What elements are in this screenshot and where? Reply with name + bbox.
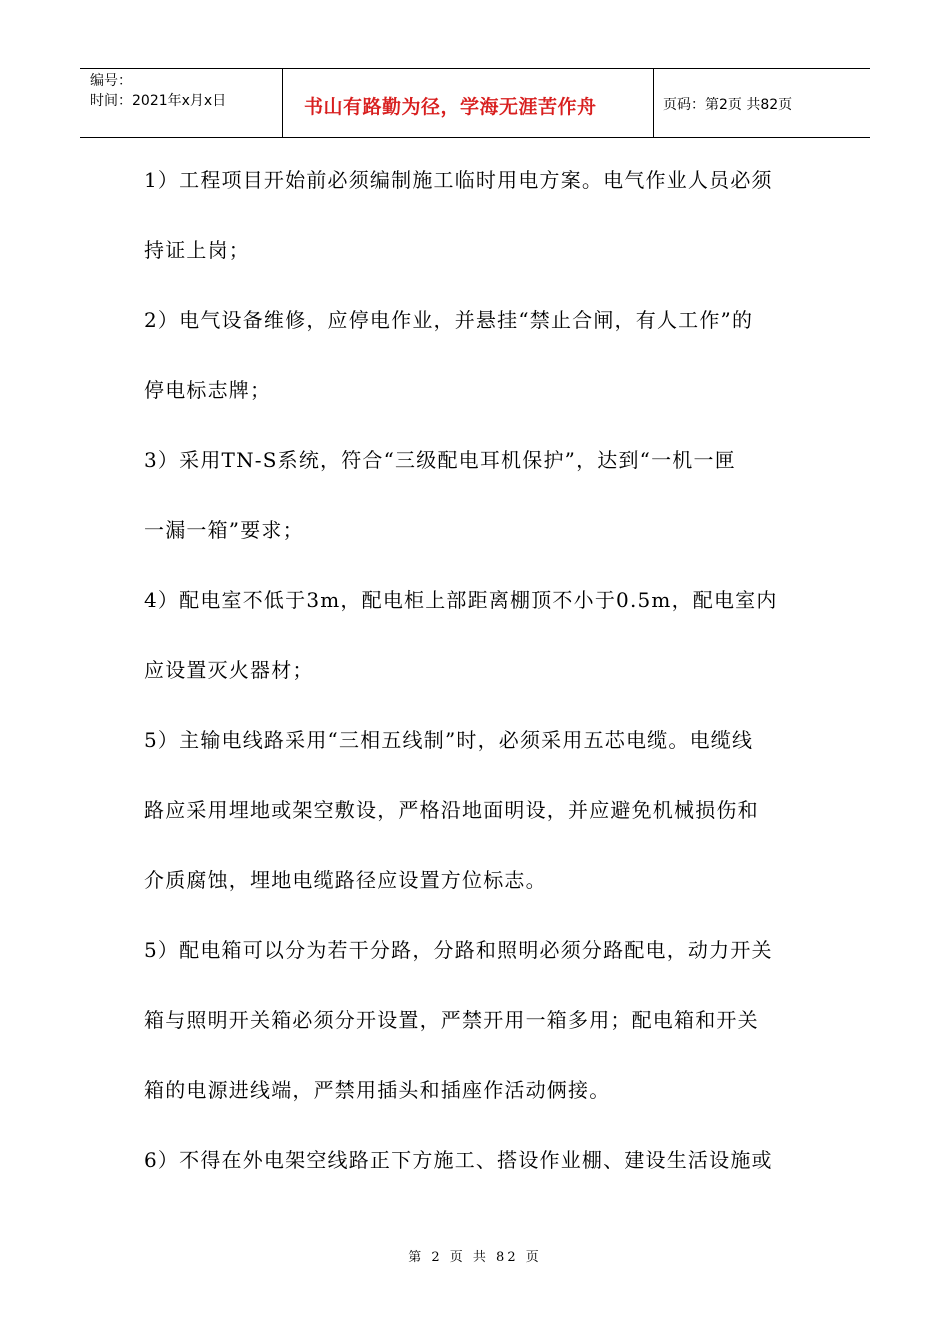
date-label: 时间：2021年x月x日 xyxy=(90,93,227,109)
body-line-14: 箱的电源进线端，严禁用插头和插座作活动俩接。 xyxy=(144,1078,611,1102)
body-line-9: 5）主输电线路采用“三相五线制”时，必须采用五芯电缆。电缆线 xyxy=(144,728,754,752)
body-line-15: 6）不得在外电架空线路正下方施工、搭设作业棚、建设生活设施或 xyxy=(144,1148,773,1172)
header-motto-cell xyxy=(282,69,654,137)
body-line-11: 介质腐蚀，埋地电缆路径应设置方位标志。 xyxy=(144,868,547,892)
header-meta-cell xyxy=(80,69,283,137)
body-line-13: 箱与照明开关箱必须分开设置，严禁开用一箱多用；配电箱和开关 xyxy=(144,1008,759,1032)
body-line-2: 持证上岗； xyxy=(144,238,250,262)
body-line-4: 停电标志牌； xyxy=(144,378,272,402)
serial-number-label: 编号： xyxy=(90,73,132,89)
body-line-8: 应设置灭火器材； xyxy=(144,658,314,682)
header-page-info: 页码：第2页 共82页 xyxy=(663,97,793,113)
motto-text: 书山有路勤为径，学海无涯苦作舟 xyxy=(304,96,597,118)
body-line-12: 5）配电箱可以分为若干分路，分路和照明必须分路配电，动力开关 xyxy=(144,938,773,962)
body-line-7: 4）配电室不低于3m，配电柜上部距离棚顶不小于0.5m，配电室内 xyxy=(144,588,778,612)
header-page-cell xyxy=(653,69,870,137)
body-line-10: 路应采用埋地或架空敷设，严格沿地面明设，并应避免机械损伤和 xyxy=(144,798,759,822)
body-line-3: 2）电气设备维修，应停电作业，并悬挂“禁止合闸，有人工作”的 xyxy=(144,308,754,332)
body-line-5: 3）采用TN-S系统，符合“三级配电耳机保护”，达到“一机一匣 xyxy=(144,448,736,472)
page-footer: 第 2 页 共 82 页 xyxy=(408,1250,542,1265)
body-line-1: 1）工程项目开始前必须编制施工临时用电方案。电气作业人员必须 xyxy=(144,168,773,192)
document-header xyxy=(80,68,870,138)
body-line-6: 一漏一箱”要求； xyxy=(144,518,304,542)
